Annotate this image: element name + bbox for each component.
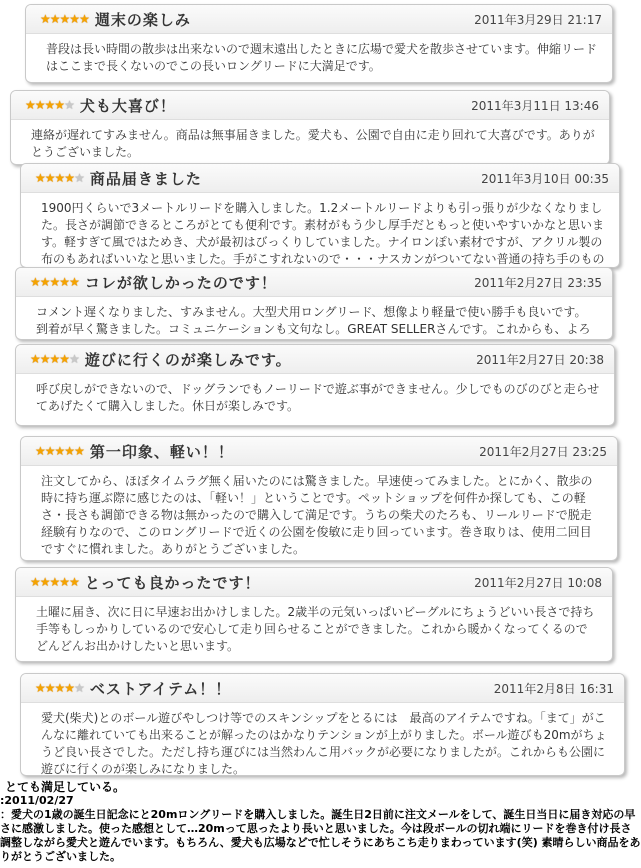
review-header: [16, 345, 614, 374]
review-date: 2011年3月10日 00:35: [481, 171, 609, 186]
review-body: 呼び戻しができないので、ドッグランでもノーリードで遊ぶ事ができません。少しでものびのびと走らせてあげたくて購入しました。休日が楽しみです。: [36, 382, 600, 413]
review-date: 2011年3月29日 21:17: [474, 12, 602, 27]
review-header: [26, 5, 612, 34]
star-filled-icon: ★: [49, 12, 60, 26]
review-header: [16, 568, 612, 597]
star-filled-icon: ★: [34, 98, 45, 112]
review-title: ベストアイテム！！: [89, 679, 232, 698]
star-filled-icon: ★: [30, 352, 40, 366]
star-filled-icon: ★: [64, 444, 75, 458]
review-title: コレが欲しかったのです！: [84, 273, 277, 292]
star-filled-icon: ★: [44, 444, 55, 458]
star-filled-icon: ★: [44, 171, 55, 185]
star-filled-icon: ★: [44, 681, 55, 695]
star-filled-icon: ★: [30, 575, 40, 589]
review-date: 2011年2月8日 16:31: [493, 681, 614, 696]
review-body: 1900円くらいで3メートルリードを購入しました。1.2メートルリードよりも引っ張りが少なくなりました。長さが調節できるところがとても便利です。素材がもう少し厚手だともっと使いやすいかなと思います。軽すぎて風ではためき、犬が最初はびっくりしていました。ナイロンぽい素材ですが、アクリル製の布のもあればいいなと思いました。手がこすれないので・・・ナスカンがついてない普通の持ち手のもの: [41, 201, 605, 266]
plain-review-date: :2011/02/27: [0, 794, 74, 807]
review-body: 普段は長い時間の散歩は出来ないので週末遠出したときに広場で愛犬を散歩させています。伸縮リードはここまで長くないのでこの長いロングリードに大満足です。: [46, 42, 598, 73]
star-rating: [35, 682, 84, 694]
star-filled-icon: ★: [64, 171, 75, 185]
review-title: 第一印象、軽い！！: [89, 442, 234, 461]
review-card: [10, 90, 610, 165]
star-filled-icon: ★: [44, 98, 55, 112]
star-rating: [30, 576, 79, 588]
star-filled-icon: ★: [35, 681, 45, 695]
star-filled-icon: ★: [69, 275, 79, 289]
star-empty-icon: ★: [74, 171, 84, 185]
review-header: [21, 674, 624, 703]
star-rating: [40, 13, 89, 25]
review-header: [16, 268, 612, 297]
star-filled-icon: ★: [79, 12, 89, 26]
review-header: [21, 437, 617, 466]
star-filled-icon: ★: [59, 575, 70, 589]
star-rating: [25, 99, 74, 111]
review-title: 商品届きました: [89, 169, 202, 188]
star-filled-icon: ★: [54, 98, 65, 112]
plain-review-body: ：愛犬の1歳の誕生日記念にと20mロングリードを購入しました。誕生日2日前に注文メールをして、誕生日当日に届き対応の早さに感激しました。使った感想として…20mって思ったより長いと思いました。今は段ボールの切れ端にリードを巻き付け長さ調整しながら愛犬と遊んでいます。もちろん、愛犬も広場などで忙しそうにあちこち走りまわっています(笑) 素晴らしい商品をありがとうございました。: [0, 808, 641, 863]
star-filled-icon: ★: [59, 352, 70, 366]
star-filled-icon: ★: [35, 171, 45, 185]
star-filled-icon: ★: [54, 171, 65, 185]
review-header: [11, 91, 609, 120]
star-filled-icon: ★: [39, 352, 50, 366]
review-title: 遊びに行くのが楽しみです。: [84, 350, 292, 369]
star-filled-icon: ★: [59, 275, 70, 289]
review-card: [25, 4, 613, 83]
review-card: [15, 344, 615, 426]
review-header: [21, 164, 619, 193]
review-date: 2011年2月27日 23:25: [479, 444, 607, 459]
star-filled-icon: ★: [69, 575, 79, 589]
star-filled-icon: ★: [64, 681, 75, 695]
star-rating: [35, 445, 84, 457]
review-card: [20, 673, 625, 776]
star-filled-icon: ★: [54, 681, 65, 695]
review-card: [15, 567, 613, 662]
review-title: とっても良かったです！: [84, 573, 261, 592]
review-body: コメント遅くなりました、すみません。大型犬用ロングリード、想像より軽量で使い勝手も良いです。到着が早く驚きました。コミュニケーションも文句なし。GREAT SELLERさんです。これからも、よろ: [36, 305, 591, 336]
star-filled-icon: ★: [25, 98, 35, 112]
star-filled-icon: ★: [40, 12, 50, 26]
star-filled-icon: ★: [49, 352, 60, 366]
star-empty-icon: ★: [64, 98, 74, 112]
review-body: 愛犬(柴犬)とのボール遊びやしつけ等でのスキンシップをとるには 最高のアイテムですね。「まて」がこんなに離れていても出来ることが解ったのはかなりテンションが上がりました。ボール遊びも20mがちょうど良い長さでした。ただし持ち運びには当然わんこ用バックが必要になりましたが。これからも公園に遊びに行くのが楽しみになりました。: [41, 711, 607, 776]
star-filled-icon: ★: [39, 575, 50, 589]
review-date: 2011年2月27日 10:08: [474, 575, 602, 590]
star-filled-icon: ★: [54, 444, 65, 458]
review-date: 2011年2月27日 23:35: [474, 275, 602, 290]
star-filled-icon: ★: [74, 444, 84, 458]
review-card: [15, 267, 613, 340]
star-empty-icon: ★: [74, 681, 84, 695]
star-filled-icon: ★: [39, 275, 50, 289]
review-card: [20, 163, 620, 268]
review-date: 2011年3月11日 13:46: [471, 98, 599, 113]
review-body: 連絡が遅れてすみません。商品は無事届きました。愛犬も、公園で自由に走り回れて大喜びです。ありがとうございました。: [31, 128, 595, 159]
review-card: [20, 436, 618, 561]
star-filled-icon: ★: [30, 275, 40, 289]
star-rating: [30, 276, 79, 288]
star-rating: [35, 172, 84, 184]
star-filled-icon: ★: [49, 275, 60, 289]
review-title: 犬も大喜び！: [79, 96, 176, 115]
star-rating: [30, 353, 79, 365]
star-filled-icon: ★: [35, 444, 45, 458]
review-body: 土曜に届き、次に日に早速お出かけしました。2歳半の元気いっぱいビーグルにちょうどいい長さで持ち手等もしっかりしているので安心して走り回らせることができました。これから暖かくなってくるのでどんどんお出かけしたいと思います。: [36, 605, 595, 653]
star-filled-icon: ★: [69, 12, 80, 26]
star-filled-icon: ★: [59, 12, 70, 26]
plain-review: [0, 780, 641, 864]
review-body: 注文してから、ほぼタイムラグ無く届いたのには驚きました。早速使ってみました。とにかく、散歩の時に持ち運ぶ際に感じたのは、「軽い！」ということです。ペットショップを何件か探しても、この軽さ・長さも調節できる物は無かったので購入して満足です。うちの柴犬のたろも、リールリードで脱走経験有りなので、このロングリードで近くの公園を俊敏に走り回っています。巻き取りは、使用二回目ですぐに慣れました。ありがとうございました。: [41, 474, 593, 556]
star-filled-icon: ★: [49, 575, 60, 589]
plain-review-title: とても満足している。: [5, 780, 126, 794]
review-date: 2011年2月27日 20:38: [476, 352, 604, 367]
star-empty-icon: ★: [69, 352, 79, 366]
review-title: 週末の楽しみ: [94, 10, 191, 29]
